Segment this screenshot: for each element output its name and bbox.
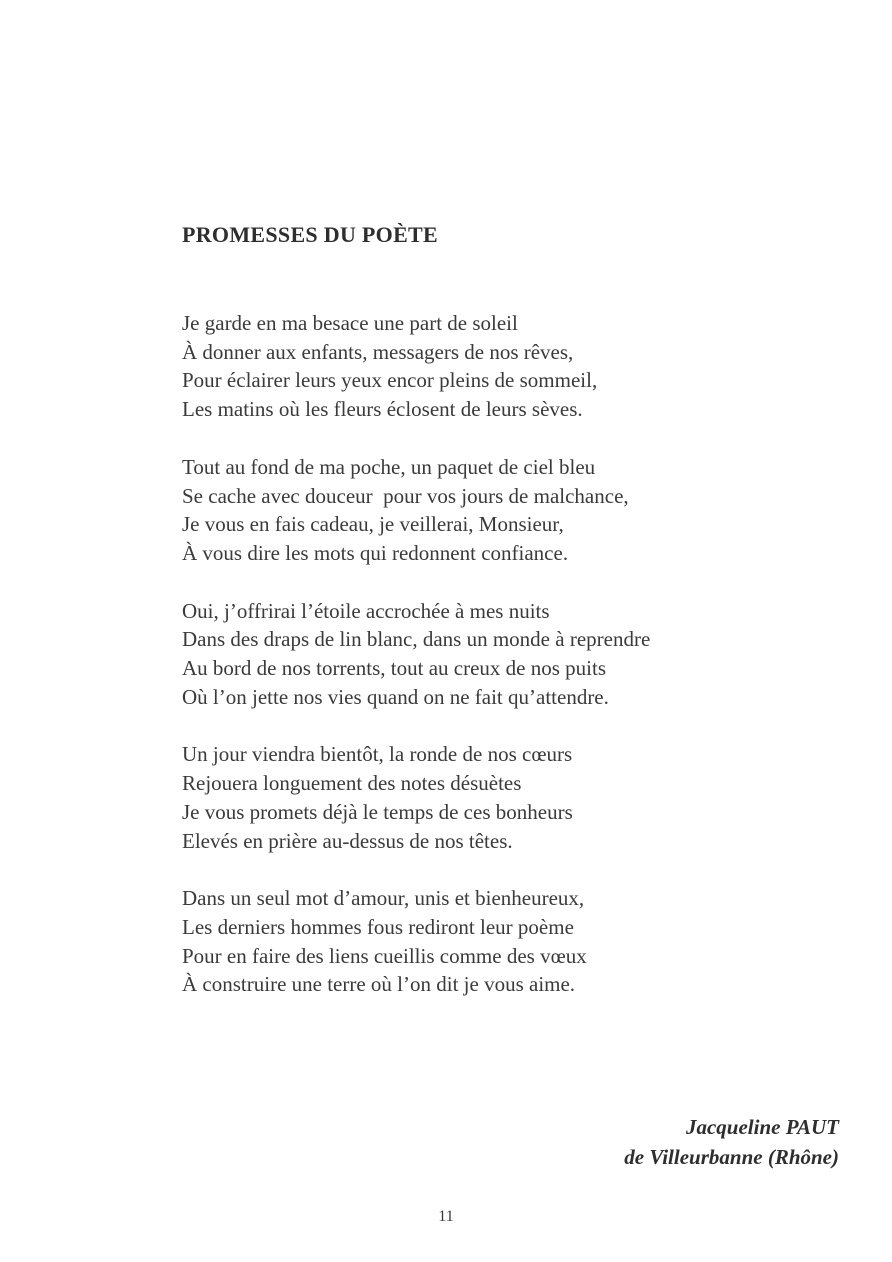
stanza-2 [182, 453, 802, 568]
author-name: Jacqueline PAUT [685, 1115, 839, 1139]
poem-line: Se cache avec douceur pour vos jours de malchance, [182, 483, 629, 508]
poem-body [182, 309, 802, 1028]
poem-line: À vous dire les mots qui redonnent confiance. [182, 540, 569, 565]
author-signature [624, 1112, 839, 1172]
poem-line: À donner aux enfants, messagers de nos rêves, [182, 339, 574, 364]
poem-line: Pour en faire des liens cueillis comme des vœux [182, 943, 587, 968]
page-number: 11 [438, 1208, 454, 1225]
stanza-3 [182, 597, 802, 712]
poem-line: Les matins où les fleurs éclosent de leurs sèves. [182, 397, 583, 422]
poem-line: Dans un seul mot d’amour, unis et bienheureux, [182, 886, 585, 911]
poem-line: Je vous en fais cadeau, je veillerai, Monsieur, [182, 512, 564, 537]
poem-line: Je garde en ma besace une part de soleil [182, 311, 518, 335]
poem-line: Pour éclairer leurs yeux encor pleins de sommeil, [182, 368, 598, 393]
poem-line: Elevés en prière au-dessus de nos têtes. [182, 828, 513, 853]
poem-line: Les derniers hommes fous rediront leur poème [182, 914, 574, 939]
stanza-1 [182, 309, 802, 424]
author-origin: de Villeurbanne (Rhône) [624, 1145, 839, 1169]
poem-line: Où l’on jette nos vies quand on ne fait qu’attendre. [182, 684, 609, 709]
poem-line: Dans des draps de lin blanc, dans un monde à reprendre [182, 627, 651, 652]
stanza-5 [182, 884, 802, 999]
poem-title: PROMESSES DU POÈTE [182, 222, 439, 247]
poem-line: Rejouera longuement des notes désuètes [182, 771, 522, 796]
poem-line: Un jour viendra bientôt, la ronde de nos cœurs [182, 742, 573, 767]
poem-line: Tout au fond de ma poche, un paquet de ciel bleu [182, 454, 596, 479]
poem-line: À construire une terre où l’on dit je vous aime. [182, 972, 576, 997]
poem-line: Oui, j’offrirai l’étoile accrochée à mes nuits [182, 598, 550, 623]
stanza-4 [182, 740, 802, 855]
poem-line: Au bord de nos torrents, tout au creux de nos puits [182, 656, 607, 681]
poem-line: Je vous promets déjà le temps de ces bonheurs [182, 799, 573, 824]
